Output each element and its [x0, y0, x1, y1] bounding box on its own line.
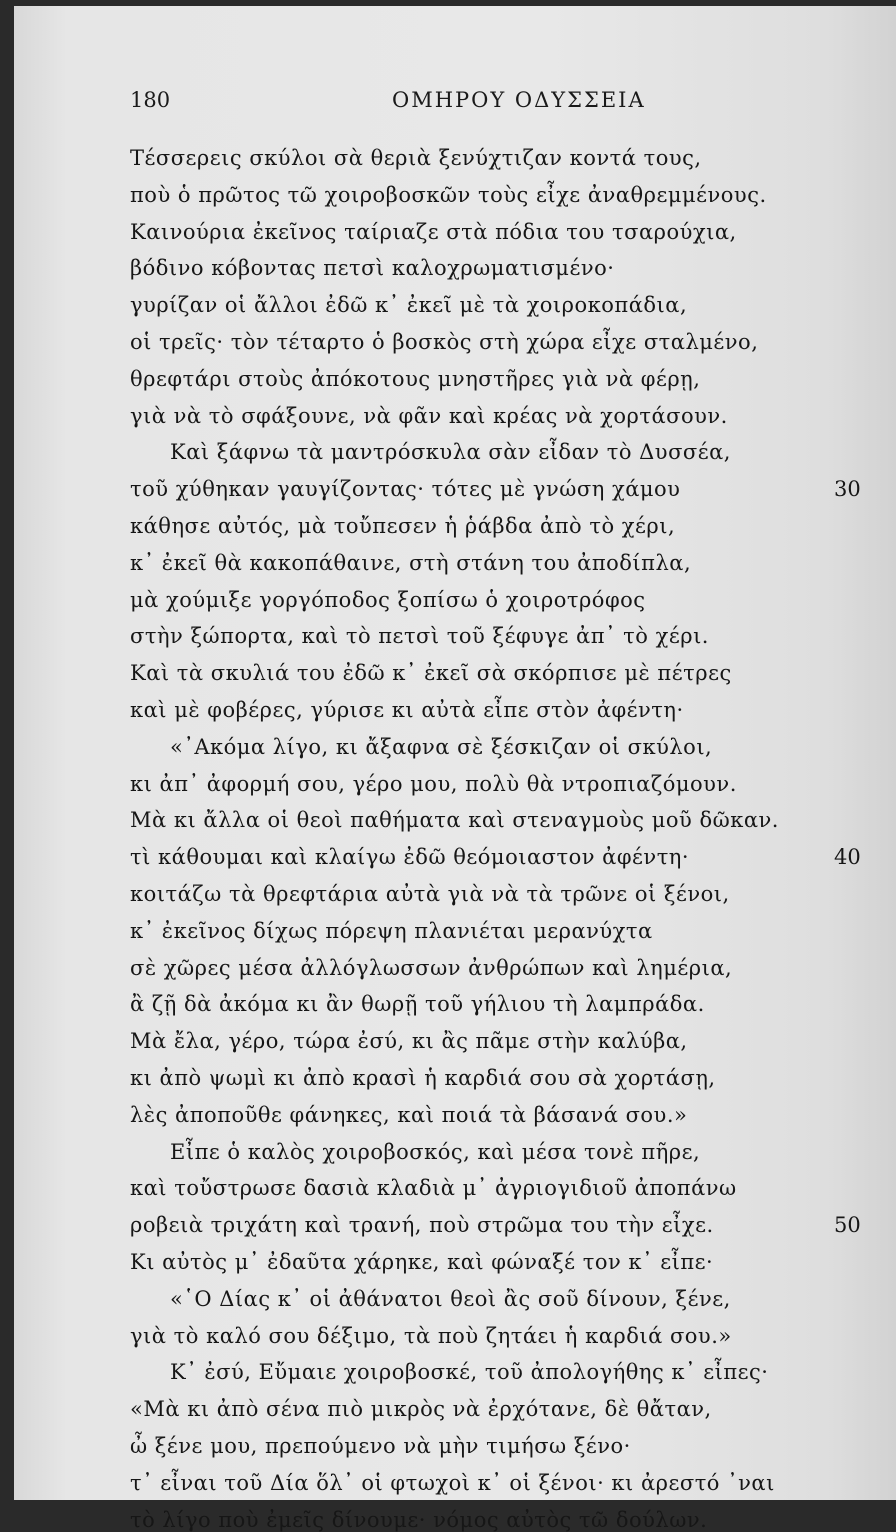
- verse-line: κ᾿ ἐκεῖνος δίχως πόρεψη πλανιέται μερανύχτα: [130, 918, 653, 943]
- verse-line: λὲς ἀποποῦθε φάνηκες, καὶ ποιά τὰ βάσανά σου.»: [130, 1102, 688, 1127]
- running-title: ΟΜΗΡΟΥ ΟΔΥΣΣΕΙΑ: [392, 88, 646, 112]
- margin-line-number: 50: [834, 1213, 861, 1238]
- verse-line: Εἶπε ὁ καλὸς χοιροβοσκός, καὶ μέσα τονὲ πῆρε,: [170, 1139, 701, 1164]
- verse-line: θρεφτάρι στοὺς ἀπόκοτους μνηστῆρες γιὰ νὰ φέρῃ,: [130, 366, 701, 391]
- verse-line: κάθησε αὐτός, μὰ τοὔπεσεν ἡ ῥάβδα ἀπὸ τὸ χέρι,: [130, 514, 676, 538]
- book-page: [14, 6, 896, 1532]
- verse-line: Καὶ τὰ σκυλιά του ἐδῶ κ᾿ ἐκεῖ σὰ σκόρπισε μὲ πέτρες: [130, 661, 732, 686]
- verse-line: ὦ ξένε μου, πρεπούμενο νὰ μὴν τιμήσω ξένο·: [130, 1434, 631, 1458]
- verse-line: τὸ λίγο ποὺ ἐμεῖς δίνουμε· νόμος αὐτὸς τῶ δούλων.: [130, 1507, 708, 1532]
- verse-line: Κ᾿ ἐσύ, Εὔμαιε χοιροβοσκέ, τοῦ ἀπολογήθης κ᾿ εἶπες·: [170, 1360, 769, 1385]
- verse-line: γιὰ τὸ καλό σου δέξιμο, τὰ ποὺ ζητάει ἡ καρδιά σου.»: [130, 1323, 732, 1348]
- margin-line-number: 30: [834, 477, 861, 502]
- verse-line: τὶ κάθουμαι καὶ κλαίγω ἐδῶ θεόμοιαστον ἀφέντη·: [130, 845, 690, 870]
- verse-line: «῾Ο Δίας κ᾿ οἱ ἀθάνατοι θεοὶ ἂς σοῦ δίνουν, ξένε,: [170, 1286, 731, 1311]
- verse-line: Μὰ κι ἄλλα οἱ θεοὶ παθήματα καὶ στεναγμοὺς μοῦ δῶκαν.: [130, 808, 779, 833]
- verse-line: «᾿Ακόμα λίγο, κι ἄξαφνα σὲ ξέσκιζαν οἱ σκύλοι,: [170, 734, 713, 759]
- verse-line: γιὰ νὰ τὸ σφάξουνε, νὰ φᾶν καὶ κρέας νὰ χορτάσουν.: [130, 403, 728, 428]
- verse-line: κι ἀπὸ ψωμὶ κι ἀπὸ κρασὶ ἡ καρδιά σου σὰ χορτάσῃ,: [130, 1066, 716, 1090]
- verse-line: καὶ τοὔστρωσε δασιὰ κλαδιὰ μ᾿ ἀγριογιδιοῦ ἀποπάνω: [130, 1176, 737, 1201]
- verse-line: μὰ χούμιξε γοργόποδος ξοπίσω ὁ χοιροτρόφος: [130, 587, 646, 612]
- page-number: 180: [130, 88, 171, 112]
- verse-line: γυρίζαν οἱ ἄλλοι ἐδῶ κ᾿ ἐκεῖ μὲ τὰ χοιροκοπάδια,: [130, 293, 688, 318]
- verse-line: τοῦ χύθηκαν γαυγίζοντας· τότες μὲ γνώση χάμου: [130, 477, 681, 502]
- verse-line: ποὺ ὁ πρῶτος τῶ χοιροβοσκῶν τοὺς εἶχε ἀναθρεμμένους.: [130, 182, 767, 207]
- verse-line: σὲ χῶρες μέσα ἀλλόγλωσσων ἀνθρώπων καὶ λημέρια,: [130, 955, 733, 980]
- margin-line-number: 40: [834, 845, 861, 870]
- verse-line: καὶ μὲ φοβέρες, γύρισε κι αὐτὰ εἶπε στὸν ἀφέντη·: [130, 698, 684, 722]
- verse-line: στὴν ξώπορτα, καὶ τὸ πετσὶ τοῦ ξέφυγε ἀπ᾿ τὸ χέρι.: [130, 624, 709, 649]
- verse-line: Κι αὐτὸς μ᾿ ἐδαῦτα χάρηκε, καὶ φώναξέ τον κ᾿ εἶπε·: [130, 1250, 714, 1274]
- verse-line: Καινούρια ἐκεῖνος ταίριαζε στὰ πόδια του τσαρούχια,: [130, 219, 737, 244]
- verse-line: κοιτάζω τὰ θρεφτάρια αὐτὰ γιὰ νὰ τὰ τρῶνε οἱ ξένοι,: [130, 882, 730, 906]
- verse-line: οἱ τρεῖς· τὸν τέταρτο ὁ βοσκὸς στὴ χώρα εἶχε σταλμένο,: [130, 330, 759, 354]
- verse-line: βόδινο κόβοντας πετσὶ καλοχρωματισμένο·: [130, 256, 615, 281]
- verse-line: κ᾿ ἐκεῖ θὰ κακοπάθαινε, στὴ στάνη του ἀποδίπλα,: [130, 550, 692, 575]
- verse-line: ἂ ζῇ δὰ ἀκόμα κι ἂν θωρῇ τοῦ γήλιου τὴ λαμπράδα.: [130, 992, 705, 1017]
- verse-line: Μὰ ἔλα, γέρο, τώρα ἐσύ, κι ἂς πᾶμε στὴν καλύβα,: [130, 1029, 688, 1054]
- verse-line: Τέσσερεις σκύλοι σὰ θεριὰ ξενύχτιζαν κοντά τους,: [130, 146, 702, 170]
- verse-line: ροβειὰ τριχάτη καὶ τρανή, ποὺ στρῶμα του τὴν εἶχε.: [130, 1213, 714, 1238]
- verse-line: τ᾿ εἶναι τοῦ Δία ὅλ᾿ οἱ φτωχοὶ κ᾿ οἱ ξένοι· κι ἀρεστό ᾿ναι: [130, 1470, 775, 1495]
- verse-line: κι ἀπ᾿ ἀφορμή σου, γέρο μου, πολὺ θὰ ντροπιαζόμουν.: [130, 771, 737, 796]
- page-header: [14, 82, 896, 122]
- verse-line: Καὶ ξάφνω τὰ μαντρόσκυλα σὰν εἶδαν τὸ Δυσσέα,: [170, 440, 731, 465]
- verse-line: «Μὰ κι ἀπὸ σένα πιὸ μικρὸς νὰ ἐρχότανε, δὲ θἄταν,: [130, 1397, 712, 1422]
